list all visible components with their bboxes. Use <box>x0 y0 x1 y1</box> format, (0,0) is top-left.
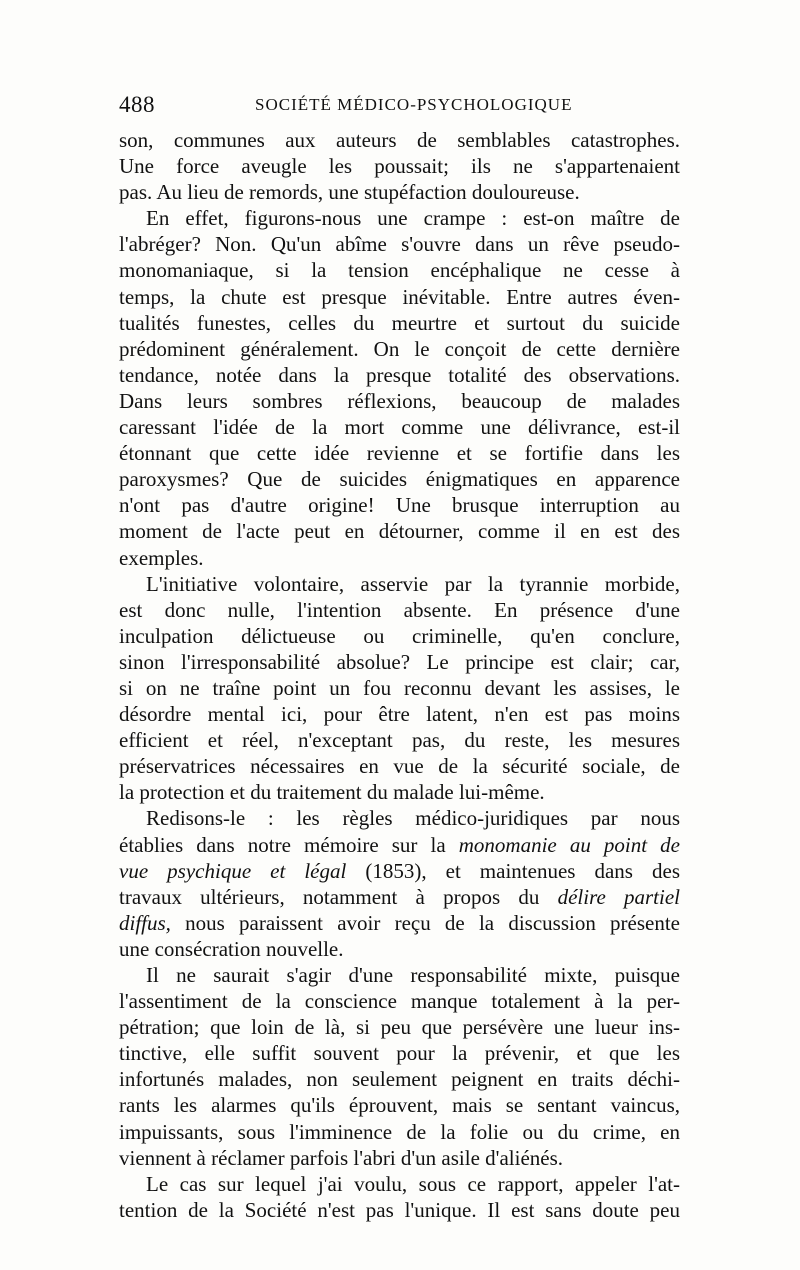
text-segment: nous paraissent avoir reçu de la discussion présente <box>170 910 680 935</box>
text-line: Dans leurs sombres réflexions, beaucoup de malades <box>119 388 680 413</box>
text-line: viennent à réclamer parfois l'abri d'un asile d'aliénés. <box>119 1145 564 1170</box>
text-line: désordre mental ici, pour être latent, n'en est pas moins <box>119 702 680 727</box>
running-title: SOCIÉTÉ MÉDICO-PSYCHOLOGIQUE <box>255 95 573 114</box>
text-line: est donc nulle, l'intention absente. En présence d'une <box>119 597 680 622</box>
text-line: Le cas sur lequel j'ai voulu, sous ce rapport, appeler l'at- <box>146 1171 680 1196</box>
running-head <box>119 92 680 122</box>
body-text <box>119 127 680 1223</box>
italic-title: monomanie au point de <box>458 832 680 857</box>
text-line: Redisons-le : les règles médico-juridiques par nous <box>146 806 680 831</box>
text-line: Une force aveugle les poussait; ils ne s'appartenaient <box>119 154 680 179</box>
text-segment: établies dans notre mémoire sur la <box>119 832 446 857</box>
text-line: temps, la chute est presque inévitable. Entre autres éven- <box>119 284 680 309</box>
text-line: monomaniaque, si la tension encéphalique ne cesse à <box>119 258 680 283</box>
text-line: paroxysmes? Que de suicides énigmatiques en apparence <box>119 467 680 492</box>
text-line: une consécration nouvelle. <box>119 936 344 961</box>
text-line: tualités funestes, celles du meurtre et surtout du suicide <box>119 310 680 335</box>
text-line: inculpation délictueuse ou criminelle, qu'en conclure, <box>119 623 680 648</box>
text-line <box>119 884 680 910</box>
text-line: n'ont pas d'autre origine! Une brusque interruption au <box>119 493 680 518</box>
text-line <box>119 910 680 936</box>
italic-title: vue psychique et légal <box>119 858 347 883</box>
text-line: si on ne traîne point un fou reconnu devant les assises, le <box>119 675 680 700</box>
italic-term: diffus, <box>119 910 171 935</box>
text-line: Il ne saurait s'agir d'une responsabilité mixte, puisque <box>146 963 680 987</box>
text-line: infortunés malades, non seulement peignent en traits déchi- <box>119 1067 680 1092</box>
text-line: pétration; que loin de là, si peu que persévère une lueur ins- <box>119 1015 680 1040</box>
text-line: pas. Au lieu de remords, une stupéfaction douloureuse. <box>119 180 580 205</box>
text-line: préservatrices nécessaires en vue de la sécurité sociale, de <box>119 754 680 779</box>
text-line: son, communes aux auteurs de semblables catastrophes. <box>119 128 680 152</box>
text-line: sinon l'irresponsabilité absolue? Le principe est clair; car, <box>119 649 680 674</box>
text-segment: travaux ultérieurs, notamment à propos du <box>119 884 540 909</box>
text-line: En effet, figurons-nous une crampe : est-on maître de <box>146 206 680 231</box>
text-line: exemples. <box>119 545 204 570</box>
text-segment: (1853), et maintenues dans des <box>346 858 680 883</box>
text-line: prédominent généralement. On le conçoit de cette dernière <box>119 336 680 361</box>
text-line <box>119 858 680 884</box>
text-line: tinctive, elle suffit souvent pour la prévenir, et que les <box>119 1041 680 1066</box>
text-line: efficient et réel, n'exceptant pas, du reste, les mesures <box>119 728 680 753</box>
text-line: l'abréger? Non. Qu'un abîme s'ouvre dans un rêve pseudo- <box>119 232 680 257</box>
text-line: caressant l'idée de la mort comme une délivrance, est-il <box>119 415 680 440</box>
text-line: l'assentiment de la conscience manque totalement à la per- <box>119 989 680 1014</box>
text-line: rants les alarmes qu'ils éprouvent, mais se sentant vaincus, <box>119 1093 680 1118</box>
text-line: la protection et du traitement du malade lui-même. <box>119 780 545 805</box>
text-line: L'initiative volontaire, asservie par la tyrannie morbide, <box>146 571 680 596</box>
text-line: tention de la Société n'est pas l'unique. Il est sans doute peu <box>119 1197 680 1222</box>
page-number: 488 <box>119 92 155 117</box>
text-line: impuissants, sous l'imminence de la folie ou du crime, en <box>119 1119 680 1144</box>
text-line <box>119 832 680 858</box>
text-line: tendance, notée dans la presque totalité des observations. <box>119 362 680 387</box>
text-line: moment de l'acte peut en détourner, comme il en est des <box>119 519 680 544</box>
italic-term: délire partiel <box>557 884 680 909</box>
text-line: étonnant que cette idée revienne et se fortifie dans les <box>119 441 680 466</box>
